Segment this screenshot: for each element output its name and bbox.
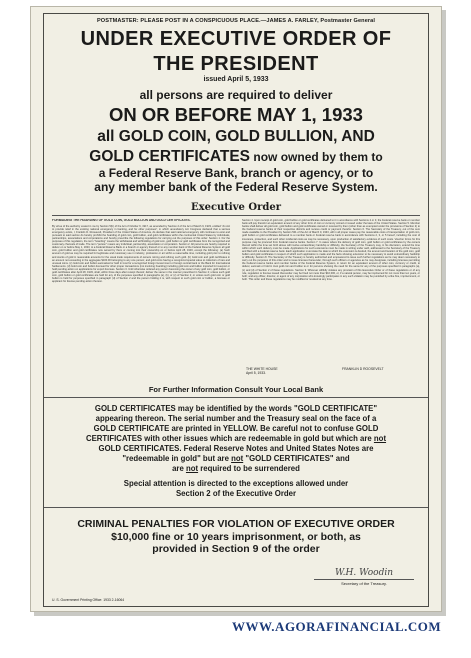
executive-order-title: Executive Order [191,202,281,213]
reserve-line-1: a Federal Reserve Bank, branch or agency, or to [98,166,374,180]
cert-text: CERTIFICATES with other issues which are redeemable in gold but which are [85,434,374,443]
cert-line [54,464,418,474]
cert-line: GOLD CERTIFICATES. Federal Reserve Notes and United States Notes are [98,444,374,453]
divider [52,215,420,216]
required-line: all persons are required to deliver [139,88,333,102]
cert-line [54,454,418,464]
criminal-line: $10,000 fine or 10 years imprisonment, or both, as [111,530,361,543]
criminal-line: CRIMINAL PENALTIES FOR VIOLATION OF EXECUTIVE ORDER [77,518,395,530]
site-watermark: WWW.AGORAFINANCIAL.COM [232,619,442,634]
reserve-line-2: any member bank of the Federal Reserve System. [94,180,378,194]
criminal-line: provided in Section 9 of the order [152,543,320,555]
cert-text: required to be surrendered [198,464,300,473]
postmaster-notice: POSTMASTER: PLEASE POST IN A CONSPICUOUS PLACE.—JAMES A. FARLEY, Postmaster General [96,18,376,24]
treasury-signature: W.H. Woodin [334,568,394,578]
divider [44,397,428,398]
cert-line: appearing thereon. The serial number and the Treasury seal on the face of a [95,414,377,423]
special-attention [44,479,428,499]
order-heading: FORBIDDING THE HOARDING OF GOLD COIN, GOLD BULLION AND GOLD CERTIFICATES. [52,219,191,222]
order-column-left [52,219,230,381]
special-line: Section 2 of the Executive Order [175,489,297,498]
cert-emphasis: not [185,464,199,473]
gold-line-2-tail: now owned by them to [250,150,383,164]
president-signature: FRANKLIN D ROOSEVELT [342,367,384,371]
certificates-paragraph [54,404,418,474]
white-house-place [246,367,278,375]
treasury-signature-block [314,568,414,586]
cert-emphasis: not [373,434,387,443]
special-line: Special attention is directed to the exceptions allowed under [123,479,349,488]
gold-line-2 [44,148,428,166]
cert-line: GOLD CERTIFICATE are printed in YELLOW. Be careful not to confuse GOLD [93,424,379,433]
cert-text: "redeemable in gold" but are [122,454,232,463]
sig-date: April 5, 1933. [246,371,266,375]
cert-text: "GOLD CERTIFICATES" and [243,454,350,463]
criminal-penalties [44,518,428,556]
issued-date: issued April 5, 1933 [203,76,269,83]
gold-line-1: all GOLD COIN, GOLD BULLION, AND [97,128,375,145]
cert-line [54,434,418,444]
order-column-right [242,219,420,381]
poster-border [43,13,429,607]
gold-certificates-label: GOLD CERTIFICATES [89,148,251,165]
deadline-headline: ON OR BEFORE MAY 1, 1933 [109,104,363,125]
printing-office-note: U. S. Government Printing Office: 1933 2-16064 [52,598,125,602]
order-text-left: By virtue of the authority vested in me by Section 5(b) of the Act of October 6, 1917, as amended by Section 2 of the Act of March 9, 1933, entitled "An Act to provide relief in the existing national emergency in banking, and for other purposes", in which amendatory Act Congress declared that a serious emergency exists, I, Franklin D. Roosevelt, President of the United States of America, do declare that said national emergency still continues to exist and pursuant to said section do hereby prohibit the hoarding of gold coin, gold bullion, and gold certificates within the continental United States by individuals, partnerships, associations and corporations and hereby prescribe the following regulations for carrying out the purposes of this order: Section 1. For the purposes of this regulation, the term "hoarding" means the withdrawal and withholding of gold coin, gold bullion or gold certificates from the recognized and customary channels of trade. The term "person" means any individual, partnership, association or corporation. Section 2. All persons are hereby required to deliver on or before May 1, 1933, to a Federal Reserve Bank or a branch or agency thereof or to any member bank of the Federal Reserve System all gold coin, gold bullion and gold certificates now owned by them or coming into their ownership on or before April 28, 1933, except the following: (a) Such amount of gold as may be required for legitimate and customary use in industry, profession or art within a reasonable time, including gold prior to refining and stocks of gold in reasonable amounts for the usual trade requirements of owners mining and refining such gold. (b) Gold coin and gold certificates in an amount not exceeding in the aggregate $100.00 belonging to any one person; and gold coins having a recognized special value to collectors of rare and unusual coins. (c) Gold coin and bullion earmarked or held in trust for a recognized foreign Government or foreign central bank or the Bank for International Settlements. (d) Gold coin and bullion licensed for other proper transactions (not involving hoarding) including gold coin and bullion imported for reexport or held pending action on applications for export licenses. Section 3. Until otherwise ordered any person becoming the owner of any gold coin, gold bullion, or gold certificates after April 28, 1933, shall, within three days after receipt thereof, deliver the same in the manner prescribed in Section 2; unless such gold coin, gold bullion or gold certificates are held for any of the purposes specified in paragraphs (a), (b), or (c) of Section 2; or unless such gold coin or gold bullion is held for purposes specified in paragraph (d) of Section 2 and the person holding it is, with respect to such gold coin or bullion, a licensee or applicant for license pending action thereon. [52,224,230,284]
consult-bank-note: For Further Information Consult Your Local Bank [148,385,324,394]
sig-place: THE WHITE HOUSE [246,367,278,371]
order-text-right: Section 4. Upon receipt of gold coin, gold bullion or gold certificates delivered to it in accordance with Sections 2 or 3, the Federal reserve bank or member bank will pay therefor an equivalent amount of any other form of coin or currency coined or issued under the laws of the United States. Section 5. Member banks shall deliver all gold coin, gold bullion and gold certificates owned or received by them (other than as exempted under the provisions of Section 2) to the Federal reserve banks of their respective districts and receive credit or payment therefor. Section 6. The Secretary of the Treasury, out of the sum made available to the President by Section 501 of the Act of March 9, 1933, will in all proper cases pay the reasonable costs of transportation of gold coin, gold bullion or gold certificates delivered to a member bank or Federal reserve bank in accordance with Sections 2, 3, or 5 hereof, including the cost of insurance, protection, and such other incidental costs as may be necessary, upon production of satisfactory evidence of such costs. Voucher forms for this purpose may be procured from Federal reserve banks. Section 7. In cases where the delivery of gold coin, gold bullion or gold certificates by the owners thereof within the time set forth above will involve extraordinary hardship or difficulty, the Secretary of the Treasury may, in his discretion, extend the time within which such delivery must be made. Applications for such extensions must be made in writing under oath, addressed to the Secretary of the Treasury and filed with a Federal reserve bank. Each application must state the date to which the extension is desired, the amount and location of the gold coin, gold bullion and gold certificates in respect of which such application is made and the facts showing extension to be necessary to avoid extraordinary hardship or difficulty. Section 8. The Secretary of the Treasury is hereby authorized and empowered to issue such further regulations as he may deem necessary to carry out the purposes of this order and to issue licenses thereunder, through such officers or agencies as he may designate, including licenses permitting the Federal reserve banks and member banks of the Federal Reserve System, in return for an equivalent amount of other coin, currency or credit, to deliver, earmark or hold in trust gold coin and bullion to or for persons showing the need for the same for any of the purposes specified in paragraphs (a), (c) and (d) of Section 2 of these regulations. Section 9. Whoever willfully violates any provision of this Executive Order or of these regulations or of any rule, regulation or license issued thereunder may be fined not more than $10,000, or, if a natural person, may be imprisoned for not more than ten years, or both; and any officer, director, or agent of any corporation who knowingly participates in any such violation may be punished by a like fine, imprisonment, or both. This order and these regulations may be modified or revoked at any time. [242,219,420,281]
signature-line [314,579,414,580]
cert-text: are [172,464,186,473]
divider [44,507,428,508]
poster-sheet [30,6,442,612]
secretary-title: Secretary of the Treasury. [341,581,387,586]
title-line-2: THE PRESIDENT [153,53,319,75]
cert-line: GOLD CERTIFICATES may be identified by the words "GOLD CERTIFICATE" [94,404,378,413]
order-text-columns [52,219,420,381]
title-line-1: UNDER EXECUTIVE ORDER OF [80,28,392,50]
cert-emphasis: not [231,454,244,463]
